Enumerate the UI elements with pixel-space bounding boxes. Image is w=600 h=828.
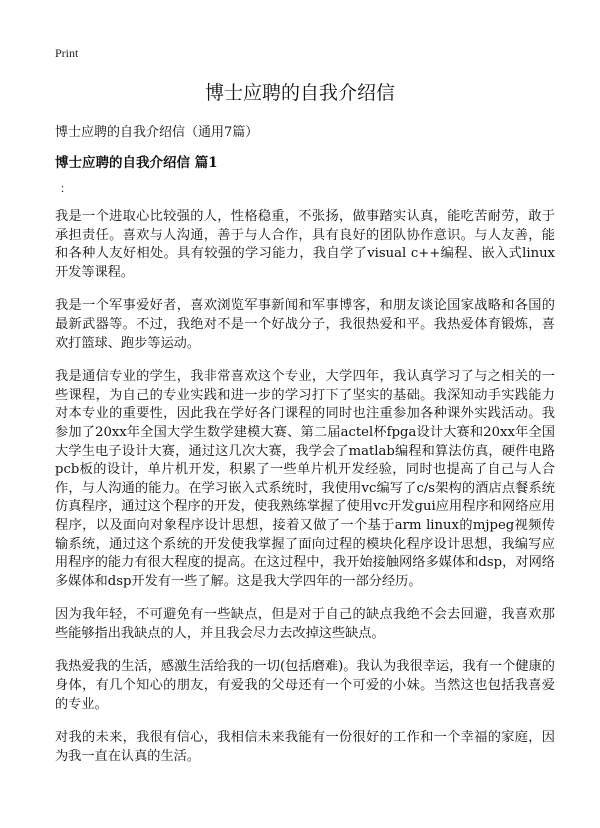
- body-text: [55, 208, 555, 781]
- paragraph-5: 我热爱我的生活，感激生活给我的一切(包括磨难)。我认为我很幸运，我有一个健康的身体，有几个知心的朋友，有爱我的父母还有一个可爱的小妹。当然这也包括我喜爱的专业。: [55, 659, 555, 712]
- paragraph-2: 我是一个军事爱好者，喜欢浏览军事新闻和军事博客，和朋友谈论国家战略和各国的最新武器等。不过，我绝对不是一个好战分子，我很热爱和平。我热爱体育锻炼，喜欢打篮球、跑步等运动。: [55, 298, 555, 351]
- colon-mark: ：: [60, 182, 71, 195]
- section-heading: 博士应聘的自我介绍信 篇1: [55, 155, 218, 171]
- paragraph-6: 对我的未来，我很有信心，我相信未来我能有一份很好的工作和一个幸福的家庭，因为我一直在认真的生活。: [55, 730, 555, 764]
- print-label: Print: [55, 46, 79, 60]
- paragraph-3: 我是通信专业的学生，我非常喜欢这个专业，大学四年，我认真学习了与之相关的一些课程，为自己的专业实践和进一步的学习打下了坚实的基础。我深知动手实践能力对本专业的重要性，因此我在学好各门课程的同时也注重参加各种课外实践活动。我参加了20xx年全国大学生数学建模大赛、第二届actel杯fpga设计大赛和20xx年全国大学生电子设计大赛，通过这几次大赛，我学会了matlab编程和算法仿真，硬件电路pcb板的设计，单片机开发，积累了一些单片机开发经验，同时也提高了自己与人合作，与人沟通的能力。在学习嵌入式系统时，我使用vc编写了c/s架构的酒店点餐系统仿真程序，通过这个程序的开发，使我熟练掌握了使用vc开发gui应用程序和网络应用程序，以及面向对象程序设计思想，接着又做了一个基于arm linux的mjpeg视频传输系统，通过这个系统的开发使我掌握了面向过程的模块化程序设计思想，我编写应用程序的能力有很大程度的提高。在这过程中，我开始接触网络多媒体和dsp，对网络多媒体和dsp开发有一些了解。这是我大学四年的一部分经历。: [55, 369, 555, 589]
- page-title: 博士应聘的自我介绍信: [204, 82, 395, 104]
- paragraph-4: 因为我年轻，不可避免有一些缺点，但是对于自己的缺点我绝不会去回避，我喜欢那些能够指出我缺点的人，并且我会尽力去改掉这些缺点。: [55, 607, 555, 641]
- document-subtitle: 博士应聘的自我介绍信（通用7篇）: [55, 125, 259, 140]
- paragraph-1: 我是一个进取心比较强的人，性格稳重，不张扬，做事踏实认真，能吃苦耐劳，敢于承担责任。喜欢与人沟通，善于与人合作，具有良好的团队协作意识。与人友善，能和各种人友好相处。具有较强的学习能力，我自学了visual c++编程、嵌入式linux开发等课程。: [55, 209, 555, 280]
